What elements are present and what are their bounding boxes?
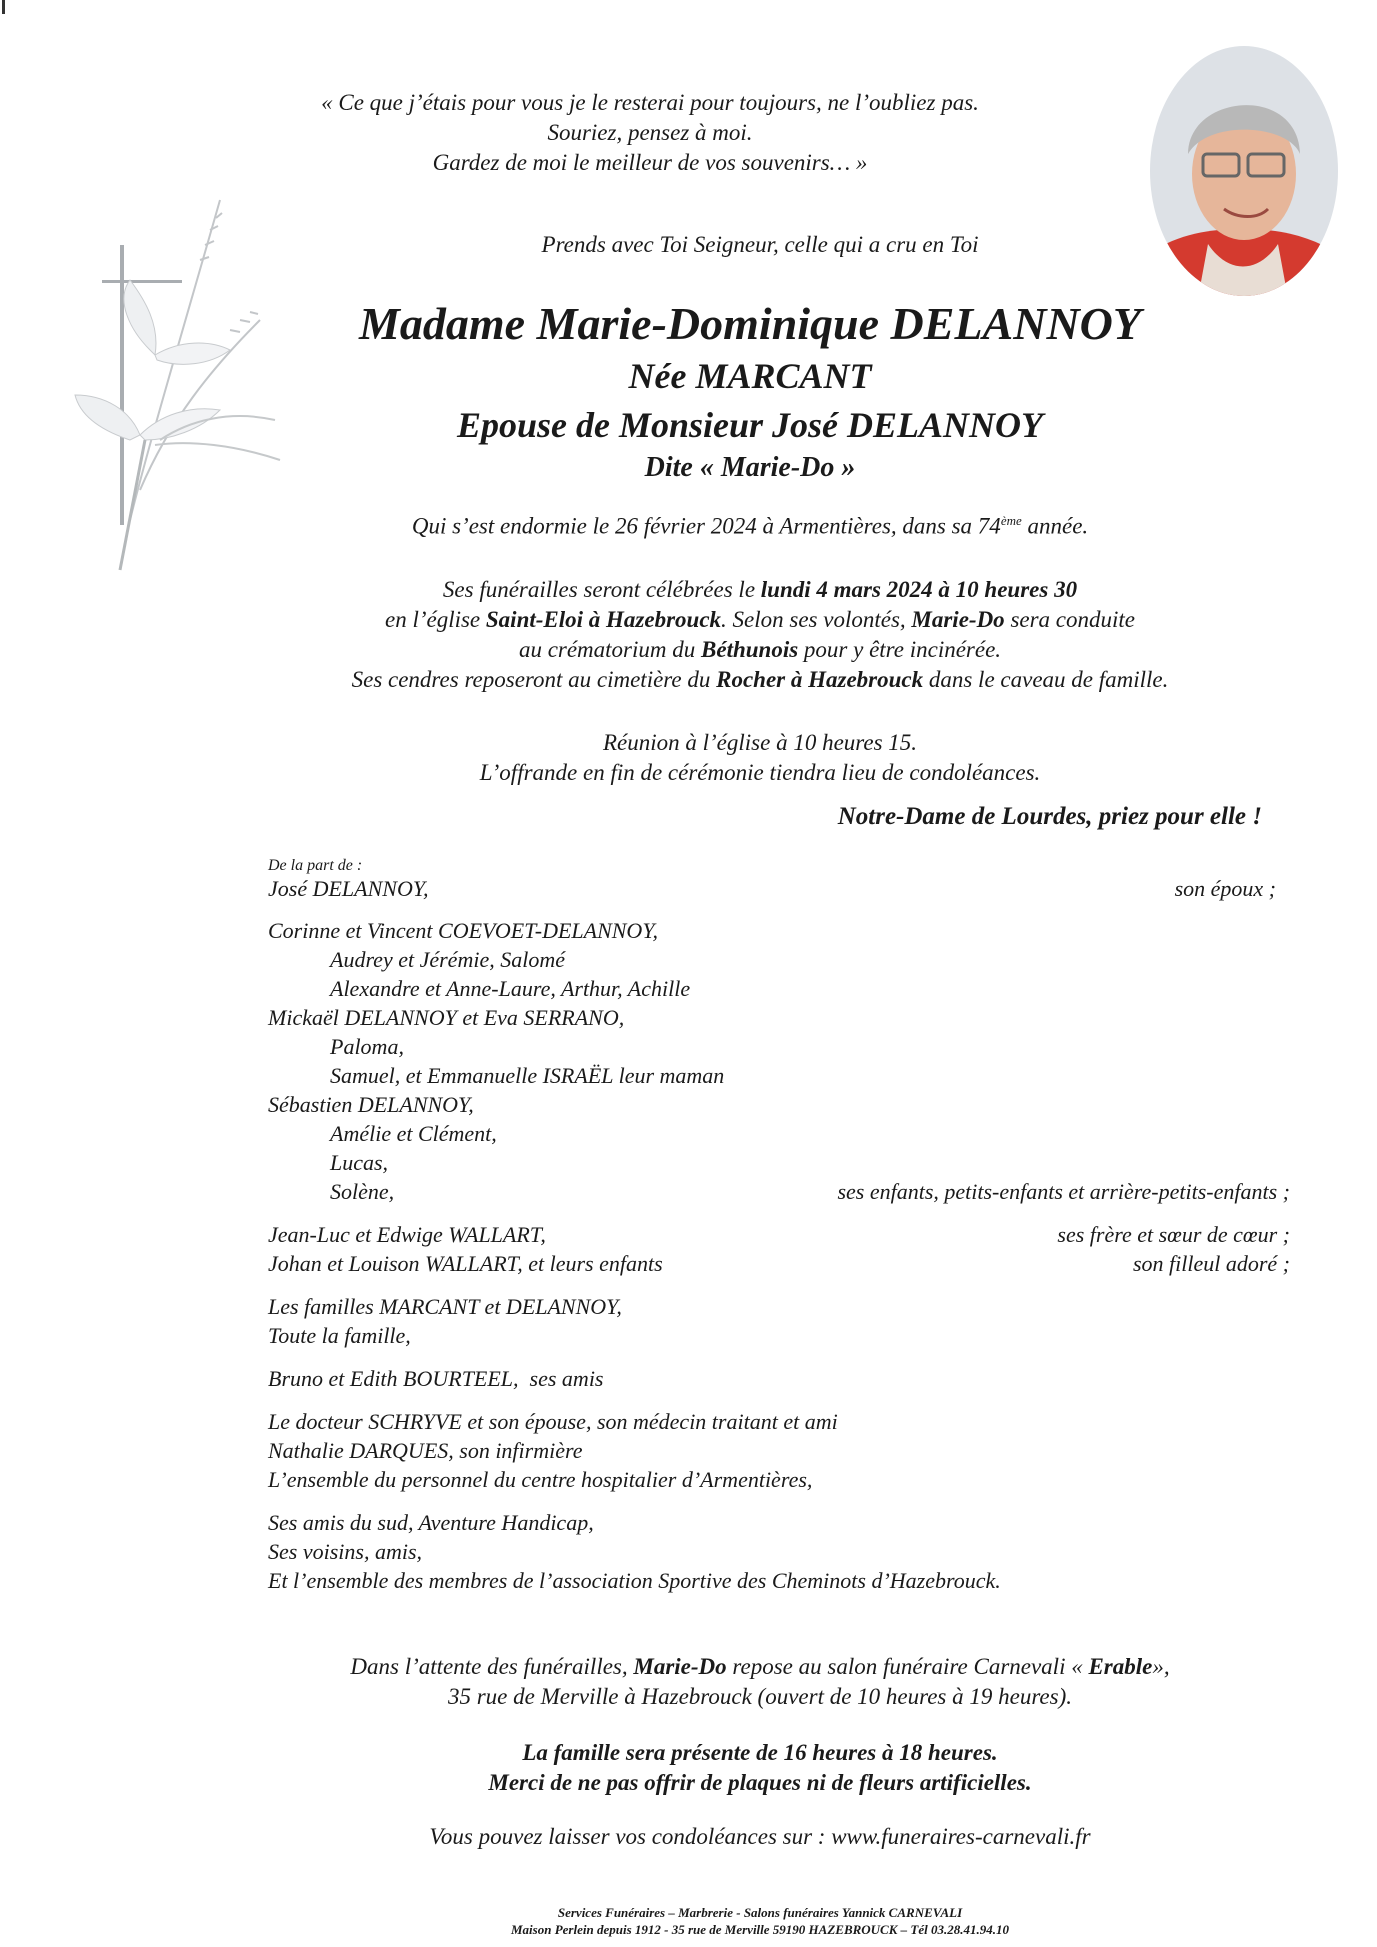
salon-address: 35 rue de Merville à Hazebrouck (ouvert de 10 heures à 19 heures).: [447, 1684, 1073, 1709]
funeral-text: . Selon ses volontés,: [721, 607, 912, 632]
condolences-line: Vous pouvez laisser vos condoléances sur : www.funeraires-carnevali.fr: [429, 1824, 1091, 1849]
maiden-name: Née MARCANT: [628, 356, 872, 396]
offering-line: L’offrande en fin de cérémonie tiendra lieu de condoléances.: [479, 760, 1041, 785]
salon-text: repose au salon funéraire Carnevali «: [726, 1654, 1089, 1679]
funeral-text: dans le caveau de famille.: [923, 667, 1169, 692]
quote-line: Souriez, pensez à moi.: [547, 120, 753, 145]
relation-label: ses frère et sœur de cœur ;: [1057, 1222, 1290, 1247]
funeral-text: sera conduite: [1004, 607, 1135, 632]
nickname-bold: Marie-Do: [911, 607, 1005, 632]
cross-lily-decoration: [60, 190, 290, 590]
family-member: Ses voisins, amis,: [268, 1539, 422, 1564]
presence-notice: [300, 1738, 1220, 1798]
family-member: Mickaël DELANNOY et Eva SERRANO,: [268, 1005, 625, 1030]
family-member: Amélie et Clément,: [330, 1121, 497, 1146]
quote-line: Gardez de moi le meilleur de vos souvenirs… »: [432, 150, 868, 175]
lily-icon: [75, 280, 280, 570]
funeral-text: Ses cendres reposeront au cimetière du: [351, 667, 717, 692]
funeral-date: lundi 4 mars 2024 à 10 heures 30: [760, 577, 1078, 602]
funeral-text: en l’église: [384, 607, 486, 632]
family-member: Solène,: [330, 1179, 395, 1204]
family-list: [268, 856, 1290, 1595]
funeral-text: au crématorium du: [518, 637, 702, 662]
family-member: Audrey et Jérémie, Salomé: [330, 947, 565, 972]
relation-label: ses enfants, petits-enfants et arrière-petits-enfants ;: [837, 1179, 1290, 1204]
funeral-details: [280, 575, 1240, 695]
scan-mark: [2, 0, 5, 14]
crematorium-name: Béthunois: [701, 637, 799, 662]
salon-text: Dans l’attente des funérailles,: [350, 1654, 634, 1679]
family-member: José DELANNOY,: [268, 876, 429, 901]
family-member: Paloma,: [330, 1034, 404, 1059]
church-name: Saint-Eloi à Hazebrouck: [485, 607, 722, 632]
nickname-bold: Marie-Do: [633, 1654, 727, 1679]
family-member: Corinne et Vincent COEVOET-DELANNOY,: [268, 918, 659, 943]
family-member: Nathalie DARQUES, son infirmière: [268, 1438, 583, 1463]
footer-company: Services Funéraires – Marbrerie - Salons funéraires Yannick CARNEVALI: [557, 1905, 963, 1920]
reunion-block: [340, 728, 1180, 788]
relation-label: son époux ;: [1174, 876, 1276, 901]
reunion-line: Réunion à l’église à 10 heures 15.: [602, 730, 918, 755]
nickname: Dite « Marie-Do »: [644, 452, 856, 483]
family-member: Lucas,: [330, 1150, 389, 1175]
family-member: Ses amis du sud, Aventure Handicap,: [268, 1510, 594, 1535]
deceased-name: Madame Marie-Dominique DELANNOY: [359, 298, 1141, 349]
family-member: Toute la famille,: [268, 1323, 411, 1348]
salon-room: Erable: [1088, 1654, 1153, 1679]
death-end: année.: [1021, 513, 1089, 539]
salon-info: [260, 1652, 1260, 1712]
family-member: Samuel, et Emmanuelle ISRAËL leur maman: [330, 1063, 725, 1088]
family-member: Et l’ensemble des membres de l’association Sportive des Cheminots d’Hazebrouck.: [268, 1568, 1001, 1593]
funeral-text: Ses funérailles seront célébrées le: [442, 577, 761, 602]
from-label: De la part de :: [268, 857, 363, 874]
family-member: Jean-Luc et Edwige WALLART,: [268, 1222, 546, 1247]
death-ordinal: ème: [1000, 513, 1022, 528]
death-notice: [300, 513, 1200, 540]
family-member: Johan et Louison WALLART, et leurs enfants: [268, 1251, 663, 1276]
salon-text: »,: [1152, 1654, 1170, 1679]
family-member: Alexandre et Anne-Laure, Arthur, Achille: [330, 976, 691, 1001]
quote-block: [240, 88, 1060, 178]
invocation: Notre-Dame de Lourdes, priez pour elle !: [837, 803, 1262, 830]
death-text: Qui s’est endormie le 26 février 2024 à Armentières, dans sa 74: [411, 513, 1001, 539]
deceased-block: [300, 296, 1200, 486]
family-member: Sébastien DELANNOY,: [268, 1092, 474, 1117]
portrait-photo: [1148, 44, 1340, 298]
family-member: Les familles MARCANT et DELANNOY,: [268, 1294, 622, 1319]
footer-address: Maison Perlein depuis 1912 - 35 rue de Merville 59190 HAZEBROUCK – Tél 03.28.41.94.10: [511, 1922, 1009, 1937]
quote-line: « Ce que j’étais pour vous je le resterai pour toujours, ne l’oubliez pas.: [321, 90, 979, 115]
footer: [300, 1904, 1220, 1938]
prayer-line: Prends avec Toi Seigneur, celle qui a cru en Toi: [541, 232, 979, 257]
presence-line: La famille sera présente de 16 heures à 18 heures.: [522, 1740, 998, 1765]
cemetery-name: Rocher à Hazebrouck: [716, 667, 924, 692]
spouse-line: Epouse de Monsieur José DELANNOY: [456, 405, 1044, 445]
funeral-text: pour y être incinérée.: [798, 637, 1002, 662]
family-member: Bruno et Edith BOURTEEL, ses amis: [268, 1366, 604, 1391]
flowers-line: Merci de ne pas offrir de plaques ni de fleurs artificielles.: [488, 1770, 1032, 1795]
family-member: Le docteur SCHRYVE et son épouse, son médecin traitant et ami: [268, 1409, 838, 1434]
relation-label: son filleul adoré ;: [1132, 1251, 1290, 1276]
family-member: L’ensemble du personnel du centre hospitalier d’Armentières,: [268, 1467, 813, 1492]
